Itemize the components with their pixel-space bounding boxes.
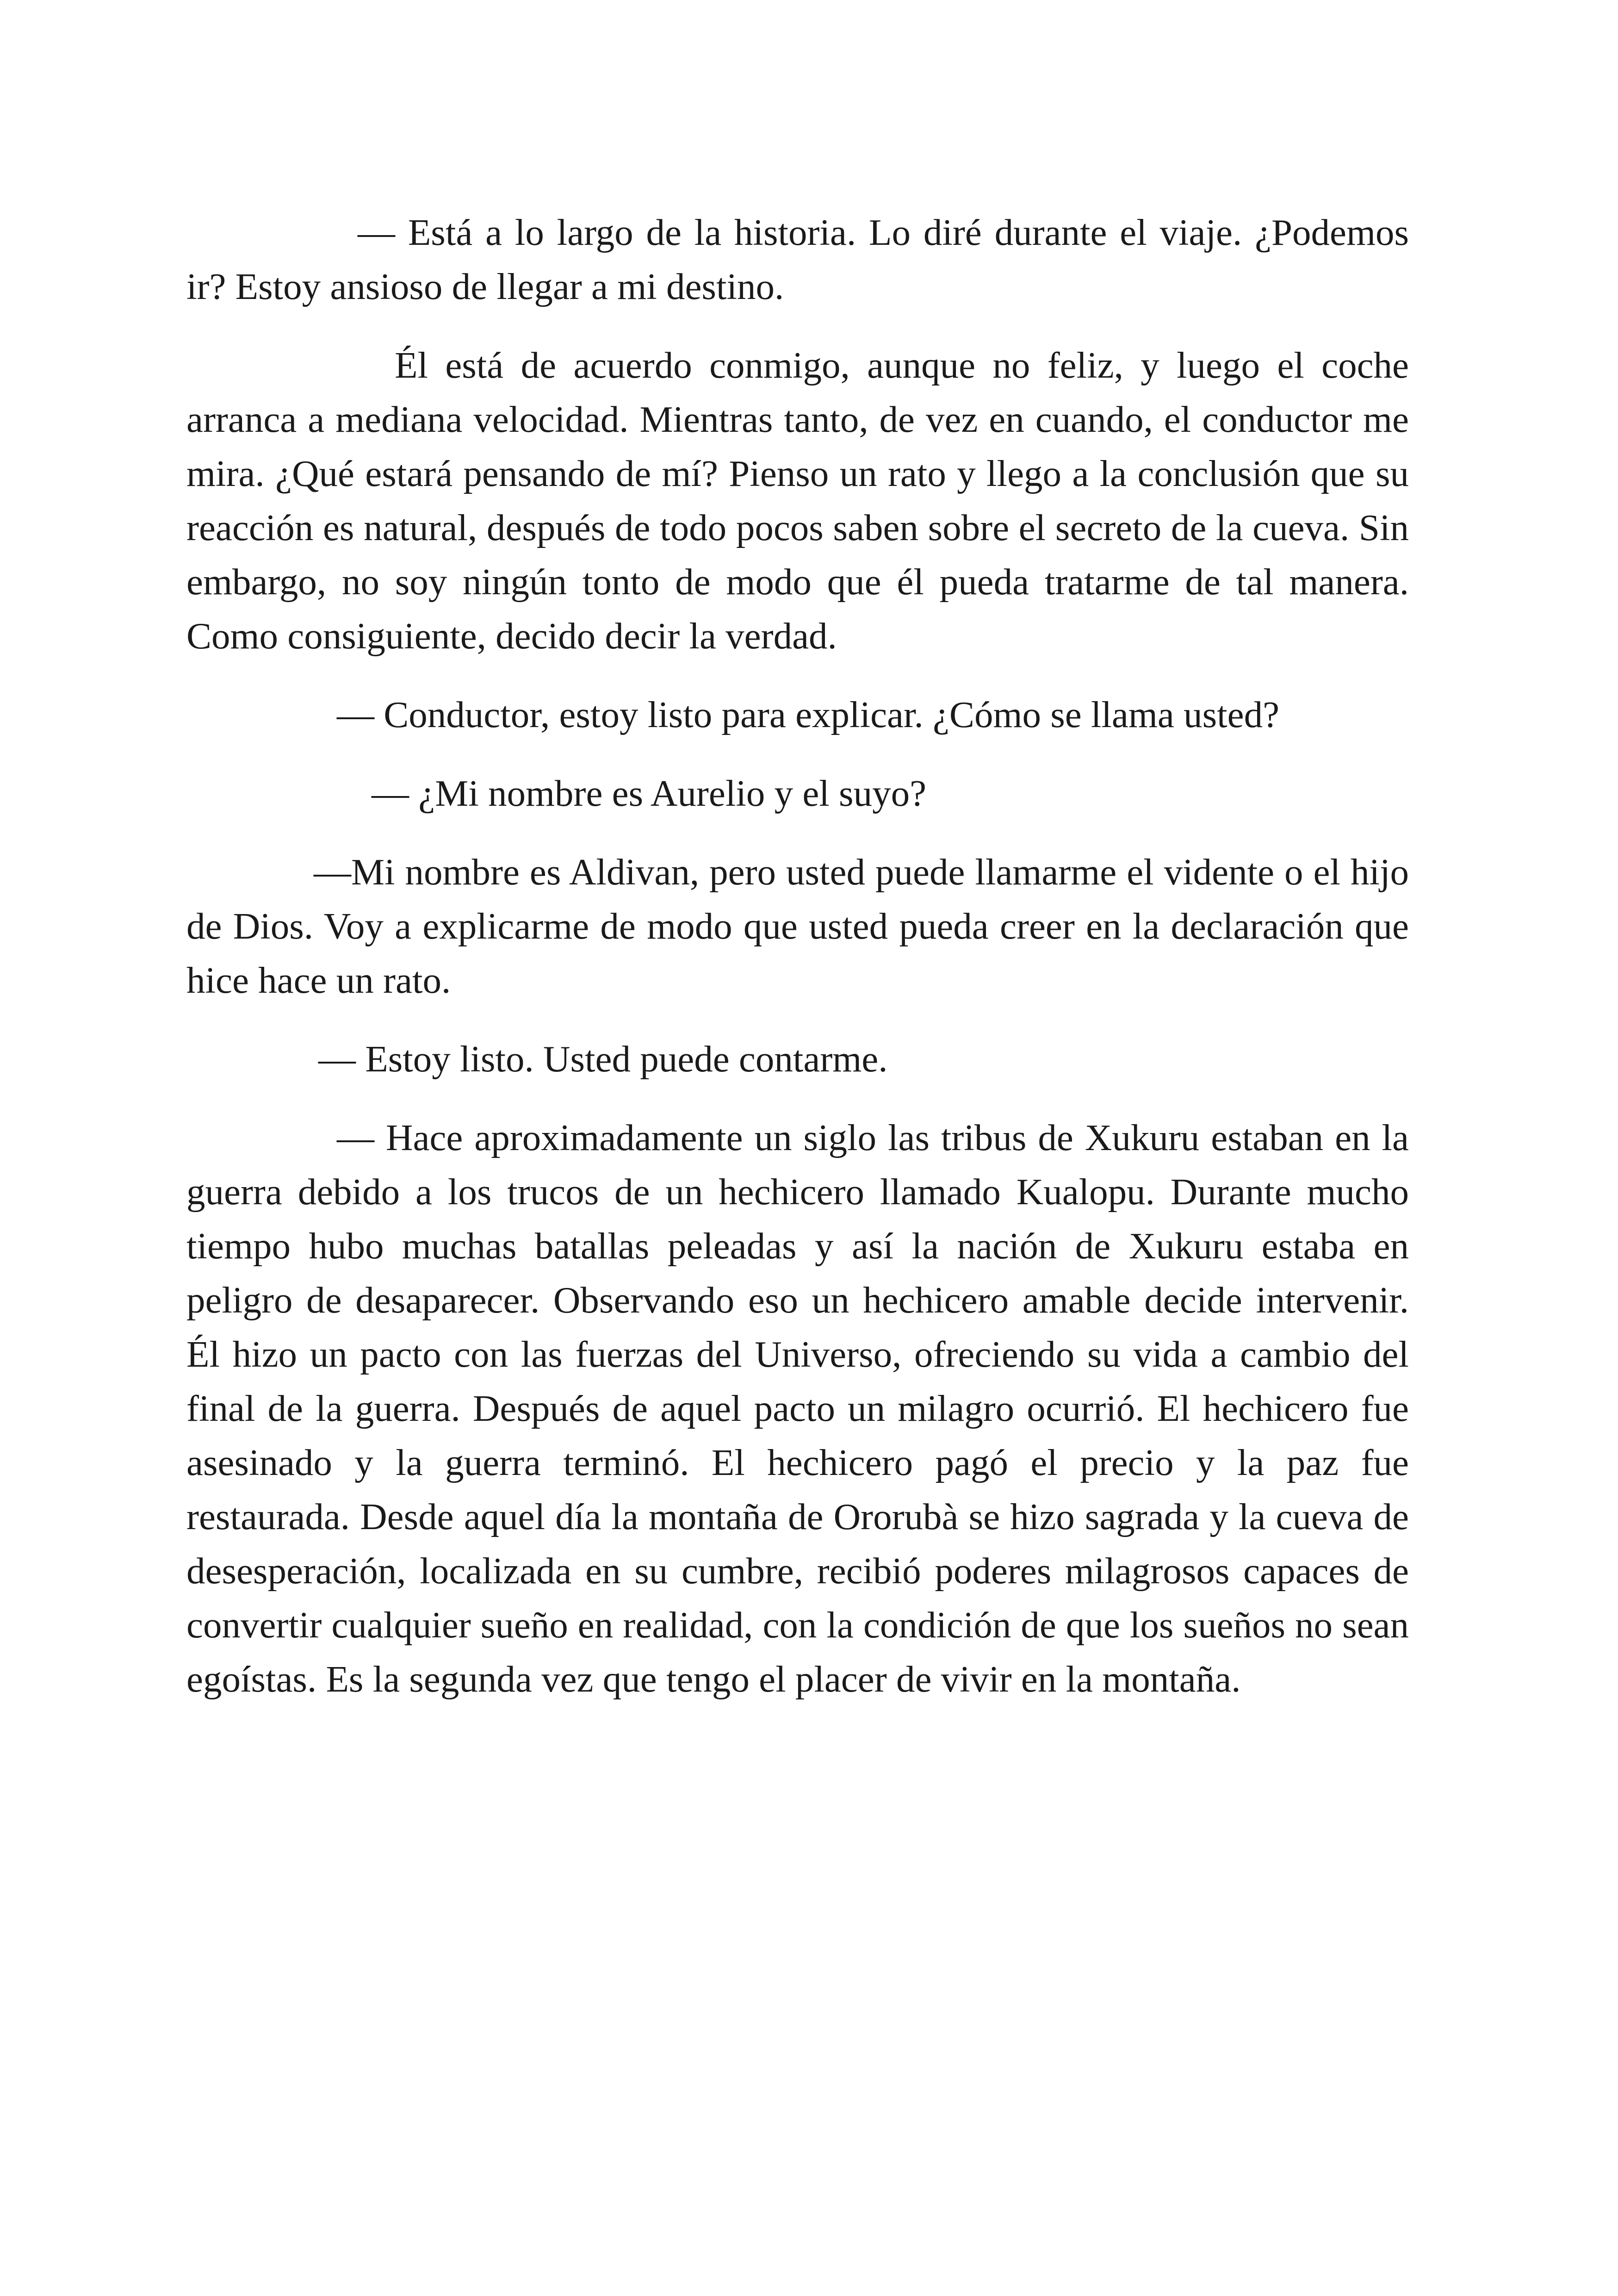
narration-paragraph: Él está de acuerdo conmigo, aunque no feliz, y luego el coche arranca a mediana velocidad. Mientras tanto, de vez en cuando, el conductor me mira. ¿Qué estará pensando de mí? Pienso un rato y llego a la conclusión que su reacción es natural, después de todo pocos saben sobre el secreto de la cueva. Sin embargo, no soy ningún tonto de modo que él pueda tratarme de tal manera. Como consiguiente, decido decir la verdad. bbox=[186, 344, 1409, 657]
dialogue-paragraph-3: — ¿Mi nombre es Aurelio y el suyo? bbox=[372, 772, 927, 814]
dialogue-paragraph-6: — Hace aproximadamente un siglo las tribus de Xukuru estaban en la guerra debido a los trucos de un hechicero llamado Kualopu. Durante mucho tiempo hubo muchas batallas peleadas y así la nación de Xukuru estaba en peligro de desaparecer. Observando eso un hechicero amable decide intervenir. Él hizo un pacto con las fuerzas del Universo, ofreciendo su vida a cambio del final de la guerra. Después de aquel pacto un milagro ocurrió. El hechicero fue asesinado y la guerra terminó. El hechicero pagó el precio y la paz fue restaurada. Desde aquel día la montaña de Ororubà se hizo sagrada y la cueva de desesperación, localizada en su cumbre, recibió poderes milagrosos capaces de convertir cualquier sueño en realidad, con la condición de que los sueños no sean egoístas. Es la segunda vez que tengo el placer de vivir en la montaña. bbox=[186, 1117, 1409, 1700]
dialogue-paragraph-1: — Está a lo largo de la historia. Lo diré durante el viaje. ¿Podemos ir? Estoy ansioso de llegar a mi destino. bbox=[186, 212, 1409, 307]
body-text bbox=[186, 205, 1409, 1706]
dialogue-paragraph-5: — Estoy listo. Usted puede contarme. bbox=[318, 1038, 888, 1080]
dialogue-paragraph-4: —Mi nombre es Aldivan, pero usted puede llamarme el vidente o el hijo de Dios. Voy a explicarme de modo que usted pueda creer en la declaración que hice hace un rato. bbox=[186, 851, 1409, 1001]
dialogue-paragraph-2: — Conductor, estoy listo para explicar. ¿Cómo se llama usted? bbox=[337, 694, 1280, 735]
